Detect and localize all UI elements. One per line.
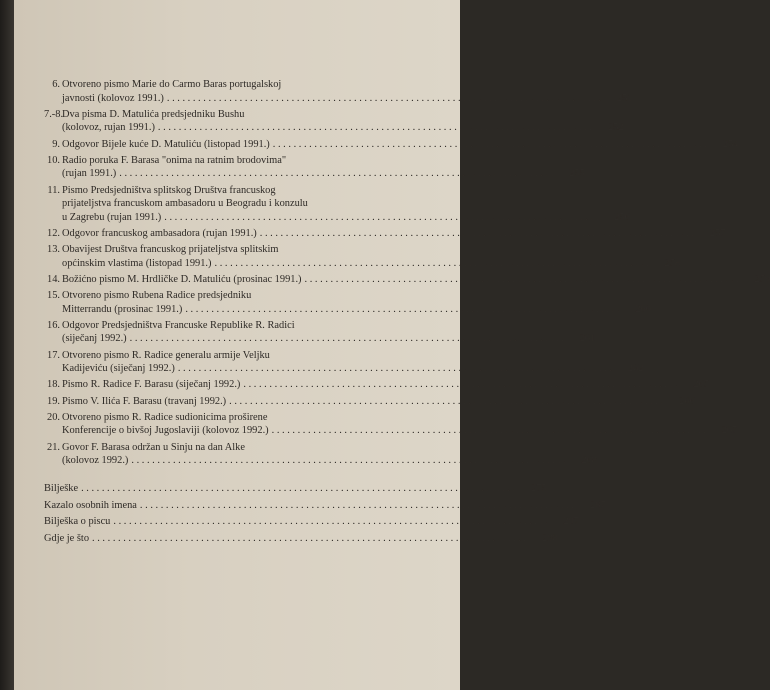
toc-entry-title-line: Govor F. Barasa održan u Sinju na dan Alke xyxy=(62,441,245,453)
toc-entry-title-line: Obavijest Društva francuskog prijateljstva splitskim xyxy=(62,244,279,256)
back-matter-page-number: 297 xyxy=(563,516,579,528)
toc-entry-final-line xyxy=(62,92,633,106)
toc-entry-final-line xyxy=(62,167,585,181)
back-matter-line xyxy=(44,515,579,529)
dot-leader: .................................................................................... xyxy=(139,499,577,511)
toc-entry-title-line: Mitterrandu (prosinac 1991.) xyxy=(62,303,183,315)
toc-entry xyxy=(44,138,739,152)
toc-entry-title-line: općinskim vlastima (listopad 1991.) xyxy=(62,257,212,269)
toc-entry-title-line: Odgovor francuskog ambasadora (rujan 1991.) xyxy=(62,227,257,239)
back-matter-page-number: 287 xyxy=(589,499,606,511)
toc-entry-title-line: Pismo V. Ilića F. Barasu (travanj 1992.) xyxy=(62,395,227,407)
back-matter-page-number: 275 xyxy=(531,482,547,494)
toc-page-number: 267 xyxy=(721,425,738,437)
toc-page-number: 268 xyxy=(581,455,597,467)
toc-entry-number: 11. xyxy=(47,184,60,196)
dot-leader: .................................................................................... xyxy=(259,227,697,239)
dot-leader: .................................................................................... xyxy=(271,425,709,437)
toc-entry xyxy=(44,108,624,135)
toc-entry-final-line xyxy=(62,257,681,271)
toc-page-number: 255 xyxy=(569,168,585,180)
toc-page-number: 260 xyxy=(635,303,651,315)
back-matter-title: Bilješka o piscu xyxy=(44,516,111,528)
dot-leader: .................................................................................... xyxy=(185,303,622,315)
toc-entry-number: 15. xyxy=(47,290,60,302)
toc-page-number: 252 xyxy=(607,122,624,134)
back-matter-page-number: 298 xyxy=(542,533,558,545)
toc-entry-title-line: (kolovoz, rujan 1991.) xyxy=(62,122,155,134)
dot-leader: .................................................................................... xyxy=(129,333,567,345)
toc-entry-final-line xyxy=(62,362,644,376)
dot-leader: .................................................................................... xyxy=(164,211,601,223)
toc-entry-number: 14. xyxy=(47,273,60,285)
book-gutter-shadow xyxy=(0,0,14,690)
toc-entry-number: 21. xyxy=(47,441,60,453)
toc-entry-title-line: Otvoreno pismo R. Radice generalu armije Veljku xyxy=(62,349,270,361)
back-matter-entry xyxy=(44,482,547,496)
toc-entry-final-line xyxy=(62,121,624,135)
toc-entry xyxy=(44,184,630,225)
back-matter-line xyxy=(44,499,606,513)
toc-entry-title-line: Otvoreno pismo Marie do Carmo Baras portugalskoj xyxy=(62,79,282,90)
toc-entry-number: 18. xyxy=(47,379,60,391)
toc-entry xyxy=(44,243,681,270)
toc-entry-title-line: Pismo Predsjedništva splitskog Društva francuskog xyxy=(62,184,276,196)
back-matter-entry xyxy=(44,532,558,546)
toc-entry xyxy=(44,273,770,287)
toc-entry-number: 20. xyxy=(47,411,60,423)
toc-entry-title-line: Radio poruka F. Barasa "onima na ratnim brodovima" xyxy=(62,154,287,166)
toc-entry-title-line: Dva pisma D. Matulića predsjedniku Bushu xyxy=(62,108,245,120)
dot-leader: .................................................................................... xyxy=(304,273,742,285)
toc-page-number: 265 xyxy=(693,379,709,391)
dot-leader: .................................................................................... xyxy=(113,516,550,528)
back-matter-entry xyxy=(44,499,606,513)
toc-entry-title-line: Pismo R. Radice F. Barasu (siječanj 1992.) xyxy=(62,379,241,391)
back-matter-entry xyxy=(44,515,579,529)
toc-entry-number: 7.-8. xyxy=(44,108,64,120)
toc-entry-number: 19. xyxy=(47,395,60,407)
toc-entry-title-line: javnosti (kolovoz 1991.) xyxy=(62,92,164,104)
toc-page-number: 257 xyxy=(709,227,726,239)
toc-entry-number: 13. xyxy=(47,244,60,256)
toc-entry xyxy=(44,319,596,346)
back-matter-title: Bilješke xyxy=(44,482,79,494)
toc-entry-final-line xyxy=(62,332,596,346)
toc-entry-final-line xyxy=(62,378,709,392)
toc-entry xyxy=(44,227,726,241)
dot-leader: .................................................................................... xyxy=(214,257,652,269)
toc-entry-title-line: Odgovor Bijele kuće D. Matuliću (listopad 1991.) xyxy=(62,138,270,150)
dot-leader: .................................................................................... xyxy=(81,482,518,494)
back-matter-title: Gdje je što xyxy=(44,533,90,545)
toc-page-number: 256 xyxy=(614,211,630,223)
toc-entry-final-line xyxy=(62,454,597,468)
toc-page-number: 251 xyxy=(616,92,633,104)
dot-leader: .................................................................................... xyxy=(229,395,666,407)
toc-entry-number: 17. xyxy=(47,349,60,361)
back-matter-title: Kazalo osobnih imena xyxy=(44,499,137,511)
toc-entry-final-line xyxy=(62,211,630,225)
toc-entry-title-line: Odgovor Predsjedništva Francuske Republike R. Radici xyxy=(62,319,295,331)
toc-entry xyxy=(44,395,695,409)
toc-entry-number: 12. xyxy=(47,227,60,239)
toc-entry xyxy=(44,349,644,376)
toc-entry-title-line: u Zagrebu (rujan 1991.) xyxy=(62,211,162,223)
toc-entry-title-line: prijateljstva francuskom ambasadoru u Beogradu i konzulu xyxy=(62,198,308,210)
toc-entry-final-line xyxy=(62,227,726,241)
toc-entry-title-line: (kolovoz 1992.) xyxy=(62,455,129,467)
toc-entry xyxy=(44,378,709,392)
toc-page-number: 259 xyxy=(754,273,770,285)
toc-page-number: 266 xyxy=(679,395,695,407)
toc-entry-title-line: Kadijeviću (siječanj 1992.) xyxy=(62,363,175,375)
back-matter-line xyxy=(44,532,558,546)
toc-entry xyxy=(44,289,651,316)
back-matter-line xyxy=(44,482,547,496)
toc-entry-title-line: Otvoreno pismo R. Radice sudionicima proširene xyxy=(62,411,268,423)
toc-entry-final-line xyxy=(62,303,651,317)
dot-leader: .................................................................................... xyxy=(131,455,568,467)
toc-entry-title-line: Konferencije o bivšoj Jugoslaviji (kolovoz 1992.) xyxy=(62,425,269,437)
dot-leader: .................................................................................... xyxy=(166,92,604,104)
dot-leader: .................................................................................... xyxy=(243,379,680,391)
dot-leader: .................................................................................... xyxy=(272,138,710,150)
toc-page-number: 258 xyxy=(664,257,681,269)
toc-entry-title-line: (rujan 1991.) xyxy=(62,168,117,180)
toc-page-number: 262 xyxy=(627,363,644,375)
dot-leader: .................................................................................... xyxy=(157,122,595,134)
toc-back-matter xyxy=(44,482,606,546)
toc-entry-final-line xyxy=(62,424,738,438)
toc-entry-number: 16. xyxy=(47,319,60,331)
table-of-contents xyxy=(44,78,770,549)
toc-entry-final-line xyxy=(62,138,739,152)
toc-entry-number: 9. xyxy=(52,138,60,150)
toc-entry xyxy=(44,78,633,105)
toc-entry-title-line: Božićno pismo M. Hrdličke D. Matuliću (prosinac 1991.) xyxy=(62,273,302,285)
dot-leader: .................................................................................... xyxy=(119,168,556,180)
dot-leader: .................................................................................... xyxy=(92,533,529,545)
dot-leader: .................................................................................... xyxy=(177,363,615,375)
toc-entry-final-line xyxy=(62,395,695,409)
toc-entry-number: 10. xyxy=(47,154,60,166)
toc-entry-final-line xyxy=(62,273,770,287)
toc-entry xyxy=(44,441,597,468)
toc-page-number: 261 xyxy=(579,333,596,345)
toc-page-number: 254 xyxy=(722,138,739,150)
toc-entry-title-line: (siječanj 1992.) xyxy=(62,333,127,345)
toc-entry-title-line: Otvoreno pismo Rubena Radice predsjedniku xyxy=(62,290,252,302)
toc-entry xyxy=(44,154,585,181)
toc-entry xyxy=(44,411,738,438)
toc-entry-number: 6. xyxy=(52,79,60,90)
toc-entries xyxy=(44,78,770,468)
